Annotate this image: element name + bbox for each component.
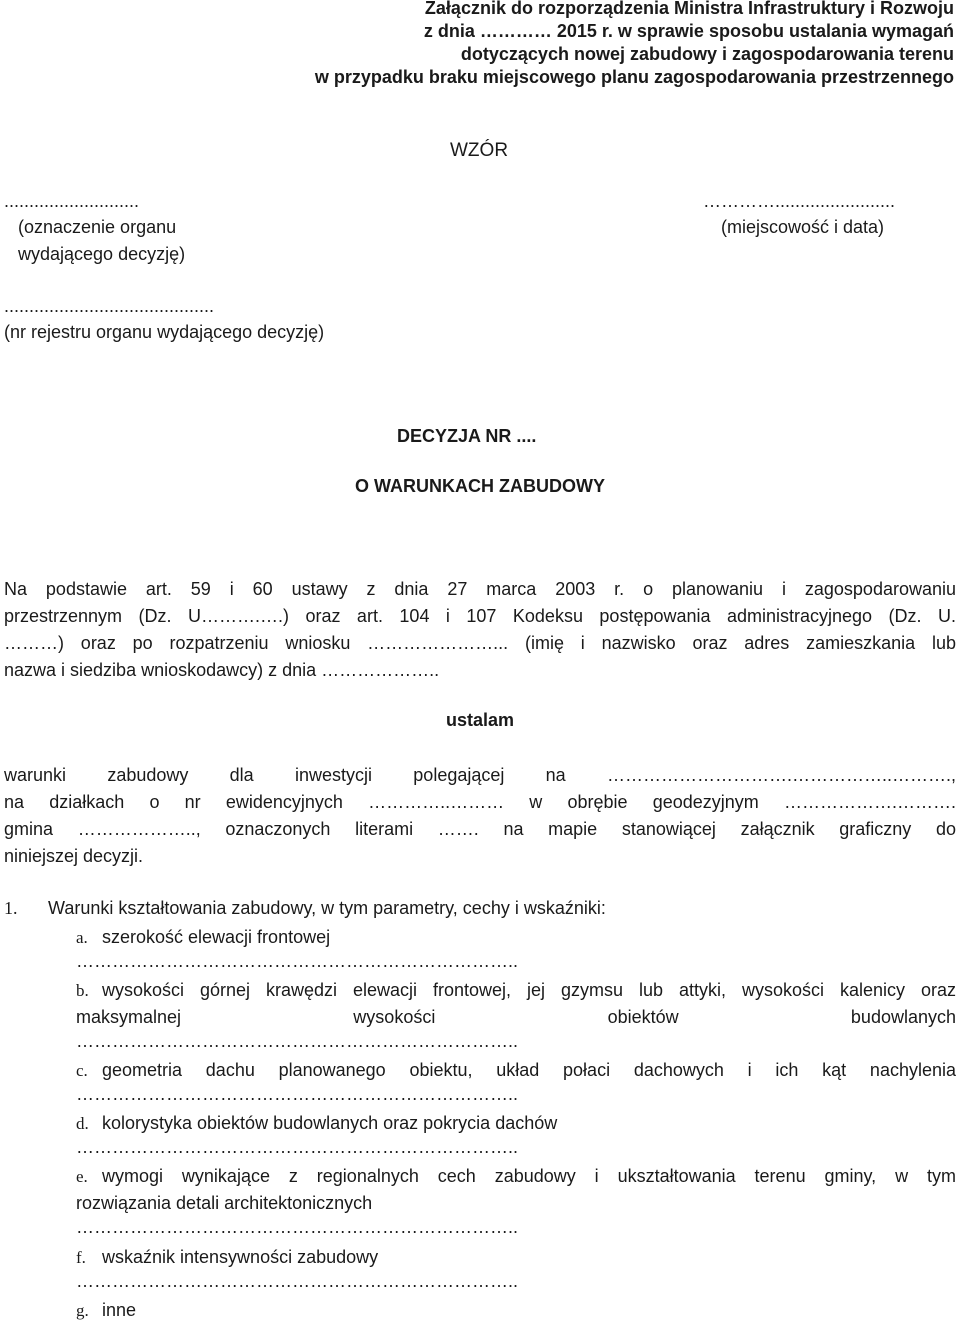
item-a-dots: ……………………………………………………………….. [76, 951, 519, 971]
place-date-label: (miejscowość i data) [721, 217, 885, 237]
conditions-line-1: warunki zabudowy dla inwestycji polegającej na ………………………….……………..………., [4, 765, 956, 785]
conditions-paragraph [4, 762, 956, 870]
item-e-text-line-1: wymogi wynikające z regionalnych cech zabudowy i ukształtowania terenu gminy, w tym [102, 1166, 956, 1186]
ustalam-heading: ustalam [445, 710, 515, 730]
organ-label-line-1: (oznaczenie organu [18, 217, 177, 237]
item-f [76, 1244, 956, 1271]
item-b-dots: ……………………………………………………………….. [76, 1031, 519, 1051]
decision-subtitle: O WARUNKACH ZABUDOWY [355, 476, 605, 496]
item-f-letter: f. [76, 1248, 86, 1267]
conditions-line-4: niniejszej decyzji. [4, 846, 144, 866]
section-1-title: Warunki kształtowania zabudowy, w tym parametry, cechy i wskaźniki: [48, 898, 606, 918]
item-d [76, 1110, 956, 1137]
legal-basis-line-4: nazwa i siedziba wnioskodawcy) z dnia ……………….. [4, 660, 440, 680]
item-a-text: szerokość elewacji frontowej [102, 927, 331, 947]
item-d-letter: d. [76, 1114, 89, 1133]
item-d-text: kolorystyka obiektów budowlanych oraz pokrycia dachów [102, 1113, 558, 1133]
item-e-dots: ……………………………………………………………….. [76, 1217, 519, 1237]
document-header [214, 0, 954, 66]
register-dots: .......................................... [4, 296, 215, 316]
item-f-text: wskaźnik intensywności zabudowy [102, 1247, 379, 1267]
item-b [76, 977, 956, 1031]
decision-title: DECYZJA NR .... [397, 426, 537, 446]
header-line-2: z dnia ………… 2015 r. w sprawie sposobu ustalania wymagań [423, 21, 954, 41]
item-g-text: inne [102, 1300, 137, 1320]
organ-label-line-2: wydającego decyzję) [18, 244, 186, 264]
item-g [76, 1297, 956, 1324]
place-date-dots: …………........................ [703, 191, 896, 211]
item-e [76, 1163, 956, 1217]
item-b-text-line-1: wysokości górnej krawędzi elewacji frontowej, jej gzymsu lub attyki, wysokości kalenicy oraz [102, 980, 956, 1000]
legal-basis-line-2: przestrzennym (Dz. U……….….) oraz art. 104 i 107 Kodeksu postępowania administracyjnego (Dz. U. [4, 606, 956, 626]
item-e-text-line-2: rozwiązania detali architektonicznych [76, 1193, 373, 1213]
item-a [76, 924, 956, 951]
template-label: WZÓR [450, 140, 509, 161]
legal-basis-line-1: Na podstawie art. 59 i 60 ustawy z dnia 27 marca 2003 r. o planowaniu i zagospodarowaniu [4, 579, 956, 599]
legal-basis-paragraph [4, 576, 956, 684]
item-b-letter: b. [76, 981, 89, 1000]
item-c-text: geometria dachu planowanego obiektu, układ połaci dachowych i ich kąt nachylenia [102, 1060, 956, 1080]
register-label: (nr rejestru organu wydającego decyzję) [4, 322, 325, 342]
item-c-dots: ……………………………………………………………….. [76, 1084, 519, 1104]
item-b-text-line-2: maksymalnej wysokości obiektów budowlanych [76, 1007, 956, 1027]
item-g-letter: g. [76, 1301, 89, 1320]
item-f-dots: ……………………………………………………………….. [76, 1271, 519, 1291]
legal-basis-line-3: ………) oraz po rozpatrzeniu wniosku …………………... (imię i nazwisko oraz adres zamieszkania lub [4, 633, 956, 653]
item-d-dots: ……………………………………………………………….. [76, 1137, 519, 1157]
organ-dots: ........................... [4, 191, 140, 211]
item-e-letter: e. [76, 1167, 88, 1186]
item-c [76, 1057, 956, 1084]
header-line-3: dotyczących nowej zabudowy i zagospodarowania terenu [460, 44, 954, 64]
section-1-number: 1. [4, 898, 18, 918]
item-a-letter: a. [76, 928, 88, 947]
header-line-4: w przypadku braku miejscowego planu zagospodarowania przestrzennego [314, 67, 954, 87]
conditions-line-3: gmina ……………….., oznaczonych literami ……. na mapie stanowiącej załącznik graficzny do [4, 819, 956, 839]
item-c-letter: c. [76, 1061, 88, 1080]
header-line-1: Załącznik do rozporządzenia Ministra Infrastruktury i Rozwoju [424, 0, 954, 18]
conditions-line-2: na działkach o nr ewidencyjnych …………..……… w obrębie geodezyjnym ……………….………. [4, 792, 956, 812]
